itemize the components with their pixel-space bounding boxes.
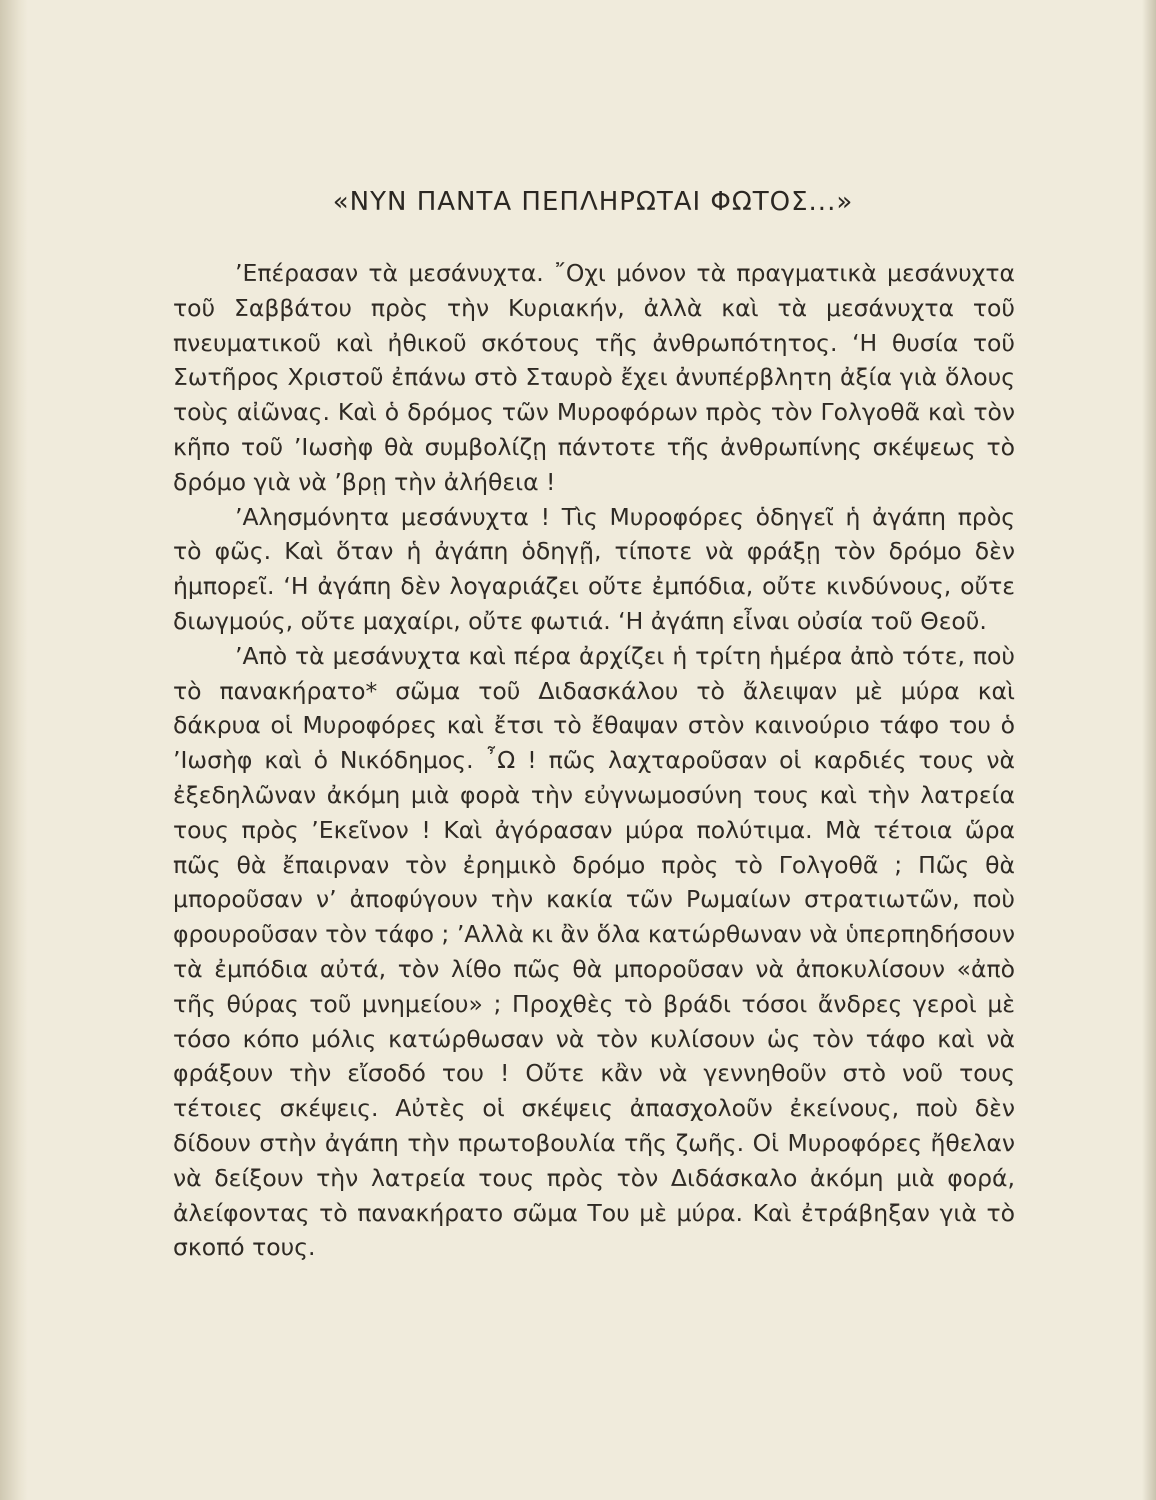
paragraph-1: ’Επέρασαν τὰ μεσάνυχτα. ῎Οχι μόνον τὰ πραγματικὰ μεσάνυχτα τοῦ Σαββάτου πρὸς τὴν Κυριακήν, ἀλλὰ καὶ τὰ μεσάνυχτα τοῦ πνευματικοῦ καὶ ἠθικοῦ σκότους τῆς ἀνθρωπότητος. ‘Η θυσία τοῦ Σωτῆρος Χριστοῦ ἐπάνω στὸ Σταυρὸ ἔχει ἀνυπέρβλητη ἀξία γιὰ ὅλους τοὺς αἰῶνας. Καὶ ὁ δρόμος τῶν Μυροφόρων πρὸς τὸν Γολγοθᾶ καὶ τὸν κῆπο τοῦ ’Ιωσὴφ θὰ συμβολίζῃ πάντοτε τῆς ἀνθρωπίνης σκέψεως τὸ δρόμο γιὰ νὰ ’βρῃ τὴν ἀλήθεια !: [173, 259, 1015, 496]
page-title: «ΝΥΝ ΠΑΝΤΑ ΠΕΠΛΗΡΩΤΑΙ ΦΩΤΟΣ...»: [332, 187, 854, 217]
paragraph-3: ’Απὸ τὰ μεσάνυχτα καὶ πέρα ἀρχίζει ἡ τρίτη ἡμέρα ἀπὸ τότε, ποὺ τὸ πανακήρατο* σῶμα τοῦ Διδασκάλου τὸ ἄλειψαν μὲ μύρα καὶ δάκρυα οἱ Μυροφόρες καὶ ἔτσι τὸ ἔθαψαν στὸν καινούριο τάφο του ὁ ’Ιωσὴφ καὶ ὁ Νικόδημος. ῏Ω ! πῶς λαχταροῦσαν οἱ καρδιές τους νὰ ἐξεδηλῶναν ἀκόμη μιὰ φορὰ τὴν εὐγνωμοσύνη τους καὶ τὴν λατρεία τους πρὸς ’Εκεῖνον ! Καὶ ἀγόρασαν μύρα πολύτιμα. Μὰ τέτοια ὥρα πῶς θὰ ἔπαιρναν τὸν ἐρημικὸ δρόμο πρὸς τὸ Γολγοθᾶ ; Πῶς θὰ μποροῦσαν ν’ ἀποφύγουν τὴν κακία τῶν Ρωμαίων στρατιωτῶν, ποὺ φρουροῦσαν τὸν τάφο ; ’Αλλὰ κι ἂν ὅλα κατώρθωναν νὰ ὑπερπηδήσουν τὰ ἐμπόδια αὐτά, τὸν λίθο πῶς θὰ μποροῦσαν νὰ ἀποκυλίσουν «ἀπὸ τῆς θύρας τοῦ μνημείου» ; Προχθὲς τὸ βράδι τόσοι ἄνδρες γεροὶ μὲ τόσο κόπο μόλις κατώρθωσαν νὰ τὸν κυλίσουν ὡς τὸν τάφο καὶ νὰ φράξουν τὴν εἴσοδό του ! Οὔτε κἂν νὰ γεννηθοῦν στὸ νοῦ τους τέτοιες σκέψεις. Αὐτὲς οἱ σκέψεις ἀπασχολοῦν ἐκείνους, ποὺ δὲν δίδουν στὴν ἀγάπη τὴν πρωτοβουλία τῆς ζωῆς. Οἱ Μυροφόρες ἤθελαν νὰ δείξουν τὴν λατρεία τους πρὸς τὸν Διδάσκαλο ἀκόμη μιὰ φορά, ἀλείφοντας τὸ πανακήρατο σῶμα Του μὲ μύρα. Καὶ ἐτράβηξαν γιὰ τὸ σκοπό τους.: [173, 641, 1015, 1262]
page-binding-edge: [0, 0, 28, 1500]
body-text: [173, 256, 1015, 1265]
page-right-edge: [1142, 0, 1156, 1500]
paragraph-2: ’Αλησμόνητα μεσάνυχτα ! Τὶς Μυροφόρες ὁδηγεῖ ἡ ἀγάπη πρὸς τὸ φῶς. Καὶ ὅταν ἡ ἀγάπη ὁδηγῇ, τίποτε νὰ φράξῃ τὸν δρόμο δὲν ἠμπορεῖ. ‘Η ἀγάπη δὲν λογαριάζει οὔτε ἐμπόδια, οὔτε κινδύνους, οὔτε διωγμούς, οὔτε μαχαίρι, οὔτε φωτιά. ‘Η ἀγάπη εἶναι οὐσία τοῦ Θεοῦ.: [173, 502, 1015, 635]
